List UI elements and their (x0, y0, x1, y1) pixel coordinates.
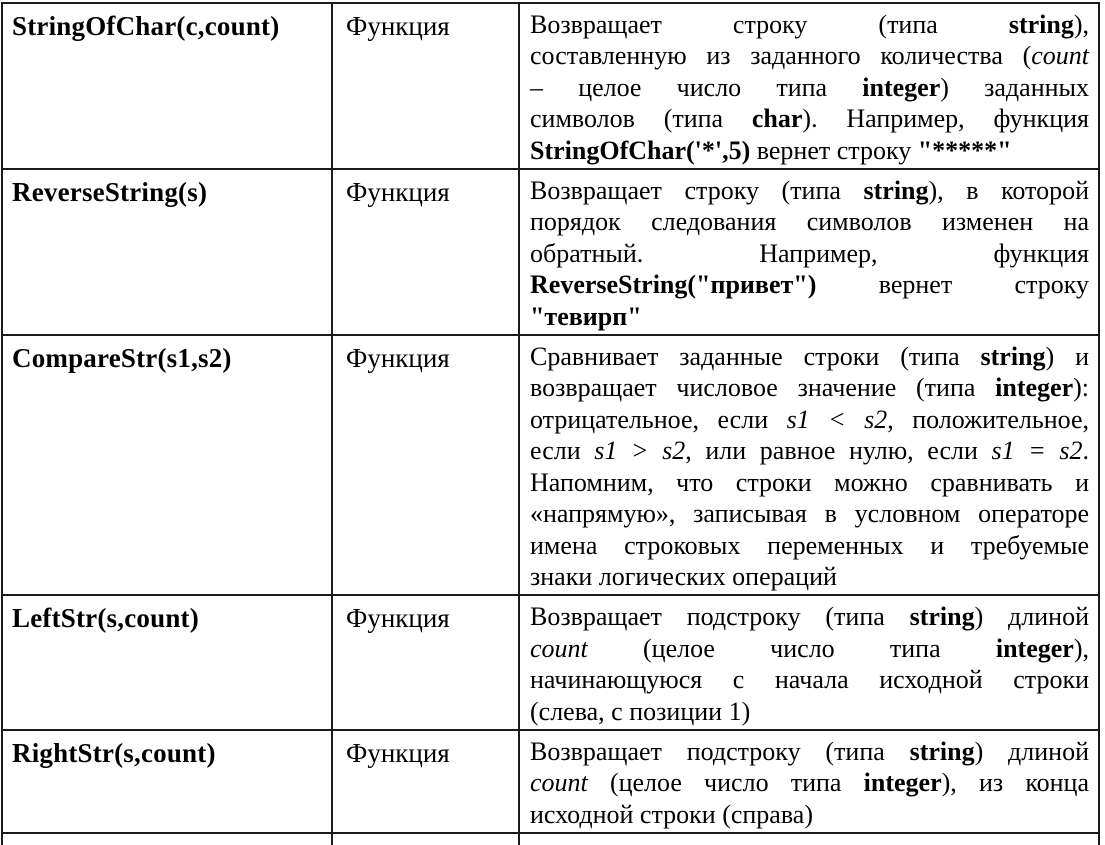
function-name-cell: LeftStr(s,count) (2, 595, 332, 730)
bold-text: integer (863, 768, 942, 798)
italic-text: s1 < s2 (786, 404, 888, 434)
plain-text: ), (1073, 10, 1089, 39)
plain-text: ), (1073, 633, 1089, 663)
function-description-cell (519, 3, 1099, 169)
description-line (530, 269, 1089, 300)
partial-cell (2, 833, 332, 845)
bold-text: integer (862, 72, 941, 102)
table-row (2, 3, 1099, 169)
plain-text: Возвращает подстроку (типа (530, 602, 910, 632)
description-line (530, 103, 1089, 134)
italic-text: s1 > s2 (594, 436, 686, 466)
bold-text: "*****" (917, 135, 1012, 165)
description-line (530, 9, 1089, 40)
string-functions-table (1, 2, 1100, 845)
plain-text: если (530, 436, 595, 466)
function-description-cell (519, 169, 1099, 335)
plain-text: обратный. Например, функция (530, 238, 1089, 268)
description-line (530, 40, 1089, 71)
bold-text: ReverseString("привет") (530, 270, 817, 300)
description-line (530, 561, 1089, 592)
partial-table-row (2, 833, 1099, 845)
plain-text: «напрямую», записывая в условном операторе (530, 499, 1089, 529)
plain-text: начинающуюся с начала исходной строки (530, 665, 1089, 695)
plain-text: Сравнивает заданные строки (типа (530, 342, 981, 372)
plain-text: ), в которой (928, 176, 1089, 206)
function-description-cell (519, 335, 1099, 595)
description-line (530, 135, 1089, 166)
function-name-cell: StringOfChar(c,count) (2, 3, 332, 169)
italic-text: s1 = s2 (991, 436, 1083, 466)
plain-text: имена строковых переменных и требуемые (530, 530, 1089, 560)
description-line (530, 372, 1089, 403)
bold-text: integer (995, 373, 1074, 403)
plain-text: Возвращает строку (типа (530, 10, 1009, 39)
table-row (2, 335, 1099, 595)
plain-text: ) длиной (974, 736, 1089, 766)
description-line (530, 601, 1089, 632)
plain-text: Возвращает строку (типа (530, 176, 864, 206)
plain-text: , положительное, (887, 404, 1089, 434)
table-row (2, 595, 1099, 730)
description-line (530, 206, 1089, 237)
description-line (530, 530, 1089, 561)
plain-text: Возвращает подстроку (типа (530, 736, 910, 766)
bold-text: StringOfChar('*',5) (530, 135, 751, 165)
function-name-cell: ReverseString(s) (2, 169, 332, 335)
table-row (2, 169, 1099, 335)
plain-text: вернет строку (750, 135, 918, 165)
function-name-cell: RightStr(s,count) (2, 730, 332, 833)
plain-text: исходной строки (справа) (530, 799, 813, 829)
plain-text: Напомним, что строки можно сравнивать и (530, 467, 1089, 497)
function-name-cell: CompareStr(s1,s2) (2, 335, 332, 595)
plain-text: (слева, с позиции 1) (530, 696, 751, 726)
plain-text: вернет строку (816, 270, 1089, 300)
plain-text: (целое число типа (587, 633, 996, 663)
plain-text: возвращает числовое значение (типа (530, 373, 996, 403)
function-kind-cell: Функция (332, 595, 519, 730)
bold-text: string (1008, 10, 1074, 39)
function-kind-cell: Функция (332, 3, 519, 169)
plain-text: ) заданных (940, 72, 1089, 102)
description-line (530, 736, 1089, 767)
table-body (2, 3, 1099, 845)
description-line (530, 301, 1089, 332)
italic-text: count (530, 768, 588, 798)
partial-cell (332, 833, 519, 845)
function-kind-cell: Функция (332, 169, 519, 335)
plain-text: ) длиной (974, 602, 1089, 632)
bold-text: string (980, 342, 1046, 372)
description-line (530, 435, 1089, 466)
function-description-cell (519, 595, 1099, 730)
plain-text: , или равное нулю, если (685, 436, 992, 466)
function-kind-cell: Функция (332, 335, 519, 595)
plain-text: порядок следования символов изменен на (530, 207, 1089, 237)
description-line (530, 799, 1089, 830)
description-line (530, 404, 1089, 435)
description-line (530, 633, 1089, 664)
plain-text: . (1082, 436, 1090, 466)
plain-text: составленную из заданного количества ( (530, 41, 1032, 71)
function-kind-cell: Функция (332, 730, 519, 833)
plain-text: ), из конца (941, 768, 1089, 798)
description-line (530, 72, 1089, 103)
bold-text: integer (995, 633, 1074, 663)
plain-text: (целое число типа (587, 768, 864, 798)
plain-text: – целое число типа (530, 72, 863, 102)
bold-text: string (863, 176, 929, 206)
bold-text: char (751, 104, 803, 134)
description-line (530, 467, 1089, 498)
partial-cell (519, 833, 1099, 845)
description-line (530, 341, 1089, 372)
italic-text: count (530, 633, 588, 663)
function-description-cell (519, 730, 1099, 833)
description-line (530, 498, 1089, 529)
bold-text: string (909, 736, 975, 766)
bold-text: string (909, 602, 975, 632)
description-line (530, 175, 1089, 206)
description-line (530, 664, 1089, 695)
plain-text: ) и (1045, 342, 1090, 372)
plain-text: ): (1073, 373, 1089, 403)
table-row (2, 730, 1099, 833)
description-line (530, 696, 1089, 727)
plain-text: ). Например, функция (802, 104, 1089, 134)
plain-text: отрицательное, если (530, 404, 787, 434)
description-line (530, 767, 1089, 798)
plain-text: знаки логических операций (530, 561, 837, 591)
italic-text: count (1031, 41, 1089, 71)
description-line (530, 238, 1089, 269)
plain-text: символов (типа (530, 104, 752, 134)
bold-text: "тевирп" (530, 301, 642, 331)
